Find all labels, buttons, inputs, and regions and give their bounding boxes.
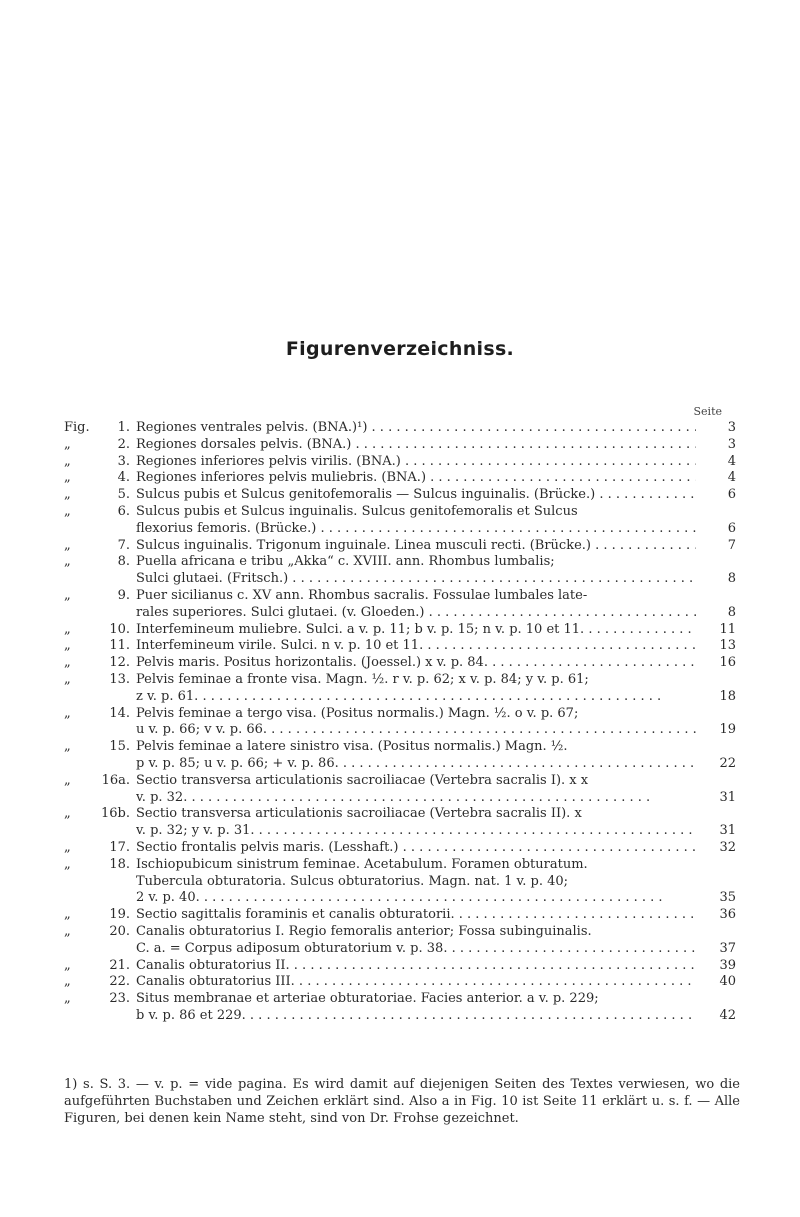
figure-number: 19. (109, 907, 130, 923)
figure-prefix: „ (64, 655, 71, 671)
figure-caption-line: Pelvis feminae a tergo visa. (Positus normalis.) Magn. ½. o v. p. 67; (136, 705, 579, 721)
figure-prefix: „ (64, 436, 71, 452)
figure-caption-line: Tubercula obturatoria. Sulcus obturatorius. Magn. nat. 1 v. p. 40; (136, 873, 569, 889)
page-number: 6 (727, 487, 736, 503)
page-number: 39 (719, 957, 736, 973)
page-number: 16 (719, 655, 736, 671)
figure-number: 7. (117, 537, 130, 553)
figure-number: 23. (109, 991, 130, 1007)
figure-prefix: „ (64, 587, 71, 603)
figure-entry (64, 538, 736, 555)
figure-caption-line: Regiones inferiores pelvis muliebris. (BNA.) . . . (136, 470, 696, 487)
figure-number: 8. (117, 554, 130, 570)
page-number: 13 (719, 638, 736, 654)
figure-prefix: „ (64, 671, 71, 687)
figure-caption-line: Sectio transversa articulationis sacroiliacae (Vertebra sacralis I). x x (136, 772, 589, 788)
figure-caption-line: 2 v. p. 40. . . . (136, 890, 696, 907)
page-column-header: Seite (693, 405, 722, 418)
page-number: 3 (727, 436, 736, 452)
figure-prefix: „ (64, 621, 71, 637)
figure-entry (64, 991, 736, 1025)
figure-entry (64, 622, 736, 639)
figure-caption-line: Regiones inferiores pelvis virilis. (BNA.) . . . (136, 454, 696, 471)
figure-entry (64, 806, 736, 840)
figure-prefix: Fig. (64, 420, 90, 435)
figure-entry (64, 420, 736, 437)
page-number: 22 (719, 755, 736, 771)
figure-entry (64, 924, 736, 958)
figure-number: 16b. (101, 806, 130, 822)
figure-caption-line: Sectio frontalis pelvis maris. (Lesshaft.) . . . (136, 840, 696, 857)
figure-entry (64, 974, 736, 991)
figure-number: 18. (109, 856, 130, 872)
figure-entry (64, 655, 736, 672)
figure-number: 12. (109, 655, 130, 671)
figure-caption-line: Sulcus pubis et Sulcus inguinalis. Sulcus genitofemoralis et Sulcus (136, 503, 578, 519)
figure-number: 6. (117, 503, 130, 519)
figure-caption-line: Regiones ventrales pelvis. (BNA.)¹) . . . (136, 420, 696, 437)
figure-entry (64, 470, 736, 487)
figure-prefix: „ (64, 453, 71, 469)
figure-caption-line: z v. p. 61. . . . (136, 689, 696, 706)
figure-caption-line: u v. p. 66; v v. p. 66. . . . (136, 722, 696, 739)
figure-caption-line: C. a. = Corpus adiposum obturatorium v. p. 38. . . . (136, 941, 696, 958)
page-title: Figurenverzeichniss. (285, 338, 515, 360)
page-number: 6 (727, 520, 736, 536)
figure-caption-line: Pelvis feminae a fronte visa. Magn. ½. r v. p. 62; x v. p. 84; y v. p. 61; (136, 671, 589, 687)
page-number: 32 (719, 839, 736, 855)
figure-caption-line: p v. p. 85; u v. p. 66; + v. p. 86. . . . (136, 756, 696, 773)
figure-number: 10. (109, 621, 130, 637)
figure-caption-line: Regiones dorsales pelvis. (BNA.) . . . (136, 437, 696, 454)
figure-prefix: „ (64, 856, 71, 872)
figure-entry (64, 504, 736, 538)
figure-entry (64, 638, 736, 655)
figure-caption-line: Puer sicilianus c. XV ann. Rhombus sacralis. Fossulae lumbales late- (136, 587, 588, 603)
figure-caption-line: Situs membranae et arteriae obturatoriae. Facies anterior. a v. p. 229; (136, 991, 599, 1007)
figure-prefix: „ (64, 638, 71, 654)
figure-caption-line: flexorius femoris. (Brücke.) . . . (136, 521, 696, 538)
figure-caption-line: Pelvis maris. Positus horizontalis. (Joessel.) x v. p. 84. . . . (136, 655, 696, 672)
figure-entry (64, 739, 736, 773)
page-number: 3 (727, 420, 736, 435)
page-number: 40 (719, 974, 736, 990)
page-number: 8 (727, 571, 736, 587)
figure-prefix: „ (64, 839, 71, 855)
figure-prefix: „ (64, 974, 71, 990)
figure-number: 22. (109, 974, 130, 990)
figure-caption-line: b v. p. 86 et 229. . . . (136, 1008, 696, 1025)
page-number: 42 (719, 1007, 736, 1023)
figure-entry (64, 706, 736, 740)
figure-prefix: „ (64, 537, 71, 553)
figure-prefix: „ (64, 772, 71, 788)
figure-caption-line: Canalis obturatorius III. . . . (136, 974, 696, 991)
figure-entry (64, 857, 736, 907)
figure-caption-line: Sulcus inguinalis. Trigonum inguinale. Linea musculi recti. (Brücke.) . . . (136, 538, 696, 555)
page-number: 35 (719, 890, 736, 906)
figure-caption-line: v. p. 32. . . . (136, 790, 696, 807)
figure-number: 20. (109, 923, 130, 939)
figure-list (64, 420, 736, 1025)
figure-number: 9. (117, 587, 130, 603)
figure-caption-line: Puella africana e tribu „Akka“ c. XVIII. ann. Rhombus lumbalis; (136, 554, 555, 570)
figure-caption-line: Canalis obturatorius II. . . . (136, 958, 696, 975)
figure-number: 13. (109, 671, 130, 687)
page-number: 31 (719, 823, 736, 839)
figure-entry (64, 454, 736, 471)
figure-entry (64, 588, 736, 622)
page-number: 31 (719, 789, 736, 805)
figure-number: 5. (117, 487, 130, 503)
figure-number: 2. (117, 436, 130, 452)
figure-prefix: „ (64, 957, 71, 973)
figure-prefix: „ (64, 554, 71, 570)
page-number: 4 (727, 453, 736, 469)
figure-number: 14. (109, 705, 130, 721)
footnote (64, 1076, 740, 1127)
figure-caption-line: Sectio sagittalis foraminis et canalis obturatorii. . . . (136, 907, 696, 924)
figure-number: 16a. (101, 772, 130, 788)
page-number: 11 (719, 621, 736, 637)
figure-prefix: „ (64, 907, 71, 923)
page-number: 19 (719, 722, 736, 738)
figure-prefix: „ (64, 487, 71, 503)
figure-number: 11. (109, 638, 130, 654)
figure-number: 3. (117, 453, 130, 469)
figure-entry (64, 487, 736, 504)
figure-entry (64, 907, 736, 924)
figure-number: 17. (109, 839, 130, 855)
figure-caption-line: Pelvis feminae a latere sinistro visa. (Positus normalis.) Magn. ½. (136, 739, 568, 755)
figure-entry (64, 958, 736, 975)
figure-prefix: „ (64, 503, 71, 519)
figure-caption-line: Canalis obturatorius I. Regio femoralis anterior; Fossa subinguinalis. (136, 923, 592, 939)
figure-caption-line: Interfemineum muliebre. Sulci. a v. p. 11; b v. p. 15; n v. p. 10 et 11. . . . (136, 622, 696, 639)
figure-prefix: „ (64, 923, 71, 939)
figure-entry (64, 840, 736, 857)
page-number: 8 (727, 604, 736, 620)
page-number: 4 (727, 470, 736, 486)
figure-caption-line: rales superiores. Sulci glutaei. (v. Gloeden.) . . . (136, 605, 696, 622)
figure-caption-line: Sulci glutaei. (Fritsch.) . . . (136, 571, 696, 588)
figure-caption-line: Ischiopubicum sinistrum feminae. Acetabulum. Foramen obturatum. (136, 856, 588, 872)
figure-number: 21. (109, 957, 130, 973)
figure-prefix: „ (64, 739, 71, 755)
footnote-text: 1) s. S. 3. — v. p. = vide pagina. Es wird damit auf diejenigen Seiten des Textes verwiesen, wo die aufgeführten Buchstaben und Zeichen erklärt sind. Also a in Fig. 10 ist Seite 11 erklärt u. s. f. — Alle Figuren, bei denen kein Name steht, sind von Dr. Frohse gezeichnet. (64, 1077, 740, 1126)
figure-caption-line: Sectio transversa articulationis sacroiliacae (Vertebra sacralis II). x (136, 806, 582, 822)
figure-entry (64, 672, 736, 706)
figure-number: 1. (117, 420, 130, 435)
figure-number: 4. (117, 470, 130, 486)
page-number: 18 (719, 688, 736, 704)
figure-prefix: „ (64, 991, 71, 1007)
figure-entry (64, 773, 736, 807)
figure-entry (64, 554, 736, 588)
page-number: 36 (719, 907, 736, 923)
figure-caption-line: Sulcus pubis et Sulcus genitofemoralis — Sulcus inguinalis. (Brücke.) . . . (136, 487, 696, 504)
figure-prefix: „ (64, 470, 71, 486)
figure-prefix: „ (64, 806, 71, 822)
figure-caption-line: Interfemineum virile. Sulci. n v. p. 10 et 11. . . . (136, 638, 696, 655)
figure-caption-line: v. p. 32; y v. p. 31. . . . (136, 823, 696, 840)
page-number: 37 (719, 940, 736, 956)
figure-entry (64, 437, 736, 454)
page-number: 7 (727, 537, 736, 553)
figure-number: 15. (109, 739, 130, 755)
figure-prefix: „ (64, 705, 71, 721)
